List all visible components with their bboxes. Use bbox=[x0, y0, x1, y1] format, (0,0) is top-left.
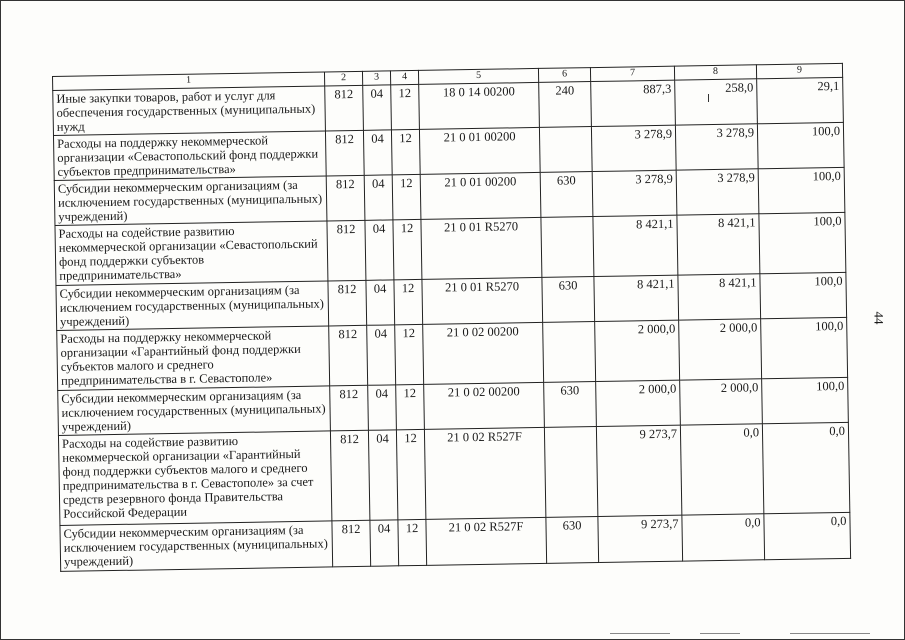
scan-artifact bbox=[790, 633, 870, 634]
plan-value-cell: 3 278,9 bbox=[591, 125, 676, 171]
code-pr-cell: 12 bbox=[391, 129, 420, 174]
page-number: 44 bbox=[871, 311, 887, 325]
code-gr-cell: 812 bbox=[325, 130, 364, 176]
code-csr-cell: 21 0 01 R5270 bbox=[421, 217, 542, 279]
code-vr-cell: 630 bbox=[546, 517, 599, 564]
column-header: 2 bbox=[324, 71, 362, 86]
code-vr-cell bbox=[541, 217, 594, 278]
row-name-cell: Иные закупки товаров, работ и услуг для обеспечения государственных (муниципальных) нужд bbox=[53, 86, 326, 136]
plan-value-cell: 9 273,7 bbox=[596, 425, 681, 516]
code-vr-cell: 240 bbox=[539, 82, 592, 128]
code-csr-cell: 21 0 02 00200 bbox=[423, 322, 544, 384]
actual-value-cell: 2 000,0 bbox=[679, 319, 762, 380]
column-header: 3 bbox=[362, 71, 390, 85]
row-name-cell: Расходы на поддержку некоммерческой организации «Гарантийный фонд поддержки субъектов малого и среднего предпринимательства в г. Севастополе» bbox=[57, 326, 330, 391]
code-rz-cell: 04 bbox=[370, 520, 399, 566]
code-rz-cell: 04 bbox=[368, 385, 397, 430]
row-name-cell: Субсидии некоммерческим организациям (за исключением государственных (муниципальных) учреждений) bbox=[58, 386, 331, 436]
code-rz-cell: 04 bbox=[364, 175, 393, 220]
plan-value-cell: 9 273,7 bbox=[598, 515, 683, 562]
plan-value-cell: 2 000,0 bbox=[595, 320, 680, 381]
code-pr-cell: 12 bbox=[391, 84, 420, 129]
code-csr-cell: 21 0 02 R527F bbox=[426, 517, 547, 565]
table-row bbox=[58, 422, 849, 525]
budget-table-container bbox=[52, 63, 851, 572]
code-rz-cell: 04 bbox=[365, 220, 394, 280]
plan-value-cell: 8 421,1 bbox=[594, 275, 679, 321]
column-header: 7 bbox=[590, 66, 674, 81]
actual-value-cell: 258,0 bbox=[675, 79, 758, 125]
code-csr-cell: 21 0 02 00200 bbox=[424, 382, 545, 429]
code-csr-cell: 18 0 14 00200 bbox=[419, 82, 540, 129]
code-rz-cell: 04 bbox=[367, 325, 396, 385]
code-csr-cell: 21 0 01 00200 bbox=[420, 172, 541, 219]
code-vr-cell bbox=[543, 322, 596, 383]
budget-table bbox=[52, 63, 851, 572]
row-name-cell: Субсидии некоммерческим организациям (за исключением государственных (муниципальных) учреждений) bbox=[56, 281, 329, 331]
code-rz-cell: 04 bbox=[363, 130, 392, 175]
code-gr-cell: 812 bbox=[329, 325, 368, 386]
plan-value-cell: 8 421,1 bbox=[593, 215, 678, 276]
code-gr-cell: 812 bbox=[332, 520, 371, 567]
code-gr-cell: 812 bbox=[328, 280, 367, 326]
plan-value-cell: 2 000,0 bbox=[596, 380, 681, 426]
code-gr-cell: 812 bbox=[330, 430, 369, 521]
code-vr-cell bbox=[539, 127, 592, 173]
code-pr-cell: 12 bbox=[394, 279, 423, 324]
pen-mark bbox=[708, 94, 709, 102]
percent-cell: 0,0 bbox=[764, 512, 851, 559]
code-vr-cell: 630 bbox=[542, 277, 595, 323]
column-header: 1 bbox=[53, 72, 325, 91]
actual-value-cell: 0,0 bbox=[680, 424, 763, 515]
column-header: 4 bbox=[390, 70, 418, 84]
percent-cell: 100,0 bbox=[759, 212, 846, 273]
row-name-cell: Расходы на поддержку некоммерческой организации «Севастопольский фонд поддержки субъектов предпринимательства» bbox=[53, 131, 326, 181]
actual-value-cell: 3 278,9 bbox=[675, 124, 758, 170]
code-rz-cell: 04 bbox=[368, 430, 397, 520]
plan-value-cell: 887,3 bbox=[591, 80, 676, 126]
row-name-cell: Субсидии некоммерческим организациям (за исключением государственных (муниципальных) учреждений) bbox=[60, 521, 333, 572]
percent-cell: 0,0 bbox=[762, 422, 849, 513]
code-gr-cell: 812 bbox=[326, 175, 365, 221]
code-csr-cell: 21 0 02 R527F bbox=[424, 427, 545, 519]
percent-cell: 100,0 bbox=[762, 377, 849, 423]
column-header: 8 bbox=[674, 65, 756, 80]
code-gr-cell: 812 bbox=[327, 220, 366, 281]
code-rz-cell: 04 bbox=[363, 85, 392, 130]
scan-artifact bbox=[610, 633, 670, 634]
column-header: 5 bbox=[418, 68, 538, 84]
row-name-cell: Расходы на содействие развитию некоммерческой организации «Севастопольский фонд поддержки субъектов предпринимательства» bbox=[55, 221, 328, 286]
row-name-cell: Расходы на содействие развитию некоммерческой организации «Гарантийный фонд поддержки субъектов малого и среднего предпринимательства в г. Севастополе» за счет средств резервного фонда Правительства Российской Федерации bbox=[58, 431, 331, 525]
code-pr-cell: 12 bbox=[396, 384, 425, 429]
actual-value-cell: 8 421,1 bbox=[677, 214, 760, 275]
percent-cell: 100,0 bbox=[757, 122, 844, 168]
percent-cell: 100,0 bbox=[760, 272, 847, 318]
code-pr-cell: 12 bbox=[396, 429, 425, 519]
percent-cell: 100,0 bbox=[761, 317, 848, 378]
code-gr-cell: 812 bbox=[330, 385, 369, 431]
actual-value-cell: 2 000,0 bbox=[680, 379, 763, 425]
row-name-cell: Субсидии некоммерческим организациям (за исключением государственных (муниципальных) учреждений) bbox=[54, 176, 327, 226]
column-header: 6 bbox=[538, 68, 590, 83]
code-vr-cell: 630 bbox=[540, 172, 593, 218]
percent-cell: 100,0 bbox=[758, 167, 845, 213]
plan-value-cell: 3 278,9 bbox=[592, 170, 677, 216]
actual-value-cell: 0,0 bbox=[682, 514, 765, 561]
code-gr-cell: 812 bbox=[325, 85, 364, 131]
code-pr-cell: 12 bbox=[392, 174, 421, 219]
percent-cell: 29,1 bbox=[757, 77, 844, 123]
code-vr-cell bbox=[544, 427, 597, 518]
code-csr-cell: 21 0 01 00200 bbox=[419, 127, 540, 174]
code-pr-cell: 12 bbox=[395, 324, 424, 384]
actual-value-cell: 8 421,1 bbox=[678, 274, 761, 320]
code-rz-cell: 04 bbox=[366, 280, 395, 325]
code-vr-cell: 630 bbox=[544, 382, 597, 428]
code-pr-cell: 12 bbox=[393, 219, 422, 279]
code-csr-cell: 21 0 01 R5270 bbox=[422, 277, 543, 324]
column-header: 9 bbox=[756, 63, 842, 78]
scan-artifact bbox=[700, 633, 740, 634]
code-pr-cell: 12 bbox=[398, 519, 427, 565]
actual-value-cell: 3 278,9 bbox=[676, 169, 759, 215]
